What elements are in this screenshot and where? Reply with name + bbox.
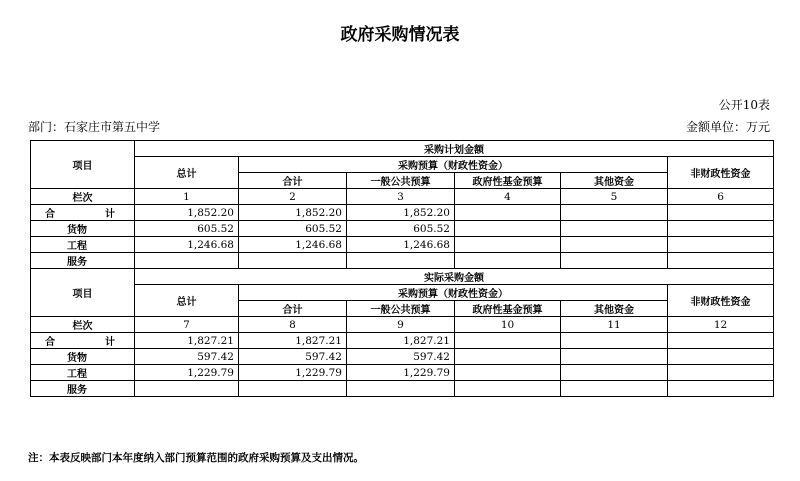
- total-header: 总计: [135, 285, 239, 317]
- cell-value: 1,229.79: [347, 365, 455, 381]
- table-code: 公开10表: [718, 98, 770, 112]
- row-label: 服务: [31, 253, 135, 269]
- cell-value: 1,246.68: [347, 237, 455, 253]
- item-header: 项目: [31, 141, 135, 189]
- actual-amount-header: 实际采购金额: [135, 269, 774, 285]
- cell-value: [455, 253, 561, 269]
- cell-value: [561, 349, 668, 365]
- cell-value: [455, 333, 561, 349]
- cell-value: [135, 253, 239, 269]
- row-label: 货物: [31, 349, 135, 365]
- cell-value: [561, 221, 668, 237]
- cell-value: 605.52: [135, 221, 239, 237]
- total-row-label: 合计: [45, 209, 115, 220]
- cell-value: [455, 237, 561, 253]
- cell-value: 1,246.68: [135, 237, 239, 253]
- cell-value: [561, 253, 668, 269]
- cell-value: [347, 381, 455, 397]
- cell-value: 1,827.21: [239, 333, 347, 349]
- fund-budget-header: 政府性基金预算: [455, 173, 561, 189]
- cell-value: 605.52: [347, 221, 455, 237]
- row-label: 工程: [31, 365, 135, 381]
- cell-value: [561, 205, 668, 221]
- col-num: 3: [347, 189, 455, 205]
- col-num: 1: [135, 189, 239, 205]
- cell-value: [561, 365, 668, 381]
- col-num: 5: [561, 189, 668, 205]
- cell-value: [668, 253, 774, 269]
- cell-value: 605.52: [239, 221, 347, 237]
- footnote: 注：本表反映部门本年度纳入部门预算范围的政府采购预算及支出情况。: [28, 452, 364, 464]
- column-number-row: [31, 189, 774, 205]
- cell-value: 1,229.79: [135, 365, 239, 381]
- page-title: 政府采购情况表: [340, 25, 460, 45]
- row-num-label: 栏次: [31, 317, 135, 333]
- cell-value: [455, 349, 561, 365]
- row-label: 服务: [31, 381, 135, 397]
- row-label: [31, 205, 135, 221]
- subtotal-header: 合计: [239, 173, 347, 189]
- cell-value: 1,852.20: [135, 205, 239, 221]
- cell-value: [561, 237, 668, 253]
- cell-value: [239, 253, 347, 269]
- col-num: 8: [239, 317, 347, 333]
- cell-value: [455, 205, 561, 221]
- cell-value: 597.42: [239, 349, 347, 365]
- cell-value: 597.42: [347, 349, 455, 365]
- cell-value: [668, 205, 774, 221]
- general-budget-header: 一般公共预算: [347, 301, 455, 317]
- table-row: [31, 237, 774, 253]
- nonfiscal-header: 非财政性资金: [668, 285, 774, 317]
- col-num: 7: [135, 317, 239, 333]
- table-row: [31, 221, 774, 237]
- col-num: 9: [347, 317, 455, 333]
- cell-value: [455, 221, 561, 237]
- cell-value: [668, 333, 774, 349]
- plan-amount-header: 采购计划金额: [135, 141, 774, 157]
- table-row: [31, 333, 774, 349]
- subtotal-header: 合计: [239, 301, 347, 317]
- col-num: 11: [561, 317, 668, 333]
- cell-value: 1,827.21: [347, 333, 455, 349]
- budget-header: 采购预算（财政性资金）: [239, 157, 668, 173]
- table-row: [31, 205, 774, 221]
- cell-value: 1,852.20: [239, 205, 347, 221]
- cell-value: [455, 381, 561, 397]
- table-row: [31, 253, 774, 269]
- cell-value: 1,229.79: [239, 365, 347, 381]
- cell-value: [668, 349, 774, 365]
- cell-value: 597.42: [135, 349, 239, 365]
- row-label: [31, 333, 135, 349]
- table-row: [31, 365, 774, 381]
- cell-value: [668, 237, 774, 253]
- row-num-label: 栏次: [31, 189, 135, 205]
- cell-value: [668, 365, 774, 381]
- col-num: 6: [668, 189, 774, 205]
- cell-value: [668, 381, 774, 397]
- column-number-row: [31, 317, 774, 333]
- other-funds-header: 其他资金: [561, 301, 668, 317]
- row-label: 货物: [31, 221, 135, 237]
- budget-header: 采购预算（财政性资金）: [239, 285, 668, 301]
- nonfiscal-header: 非财政性资金: [668, 157, 774, 189]
- amount-unit-label: 金额单位：万元: [685, 120, 770, 134]
- table-row: [31, 349, 774, 365]
- cell-value: [347, 253, 455, 269]
- cell-value: [668, 221, 774, 237]
- cell-value: 1,852.20: [347, 205, 455, 221]
- cell-value: [135, 381, 239, 397]
- col-num: 12: [668, 317, 774, 333]
- general-budget-header: 一般公共预算: [347, 173, 455, 189]
- cell-value: [239, 381, 347, 397]
- col-num: 10: [455, 317, 561, 333]
- total-header: 总计: [135, 157, 239, 189]
- col-num: 2: [239, 189, 347, 205]
- row-label: 工程: [31, 237, 135, 253]
- cell-value: 1,827.21: [135, 333, 239, 349]
- cell-value: [561, 333, 668, 349]
- department-label: 部门：石家庄市第五中学: [28, 120, 161, 134]
- procurement-table: [30, 140, 774, 397]
- other-funds-header: 其他资金: [561, 173, 668, 189]
- item-header: 项目: [31, 269, 135, 317]
- total-row-label: 合计: [45, 337, 115, 348]
- table-row: [31, 381, 774, 397]
- fund-budget-header: 政府性基金预算: [455, 301, 561, 317]
- cell-value: [455, 365, 561, 381]
- cell-value: [561, 381, 668, 397]
- col-num: 4: [455, 189, 561, 205]
- cell-value: 1,246.68: [239, 237, 347, 253]
